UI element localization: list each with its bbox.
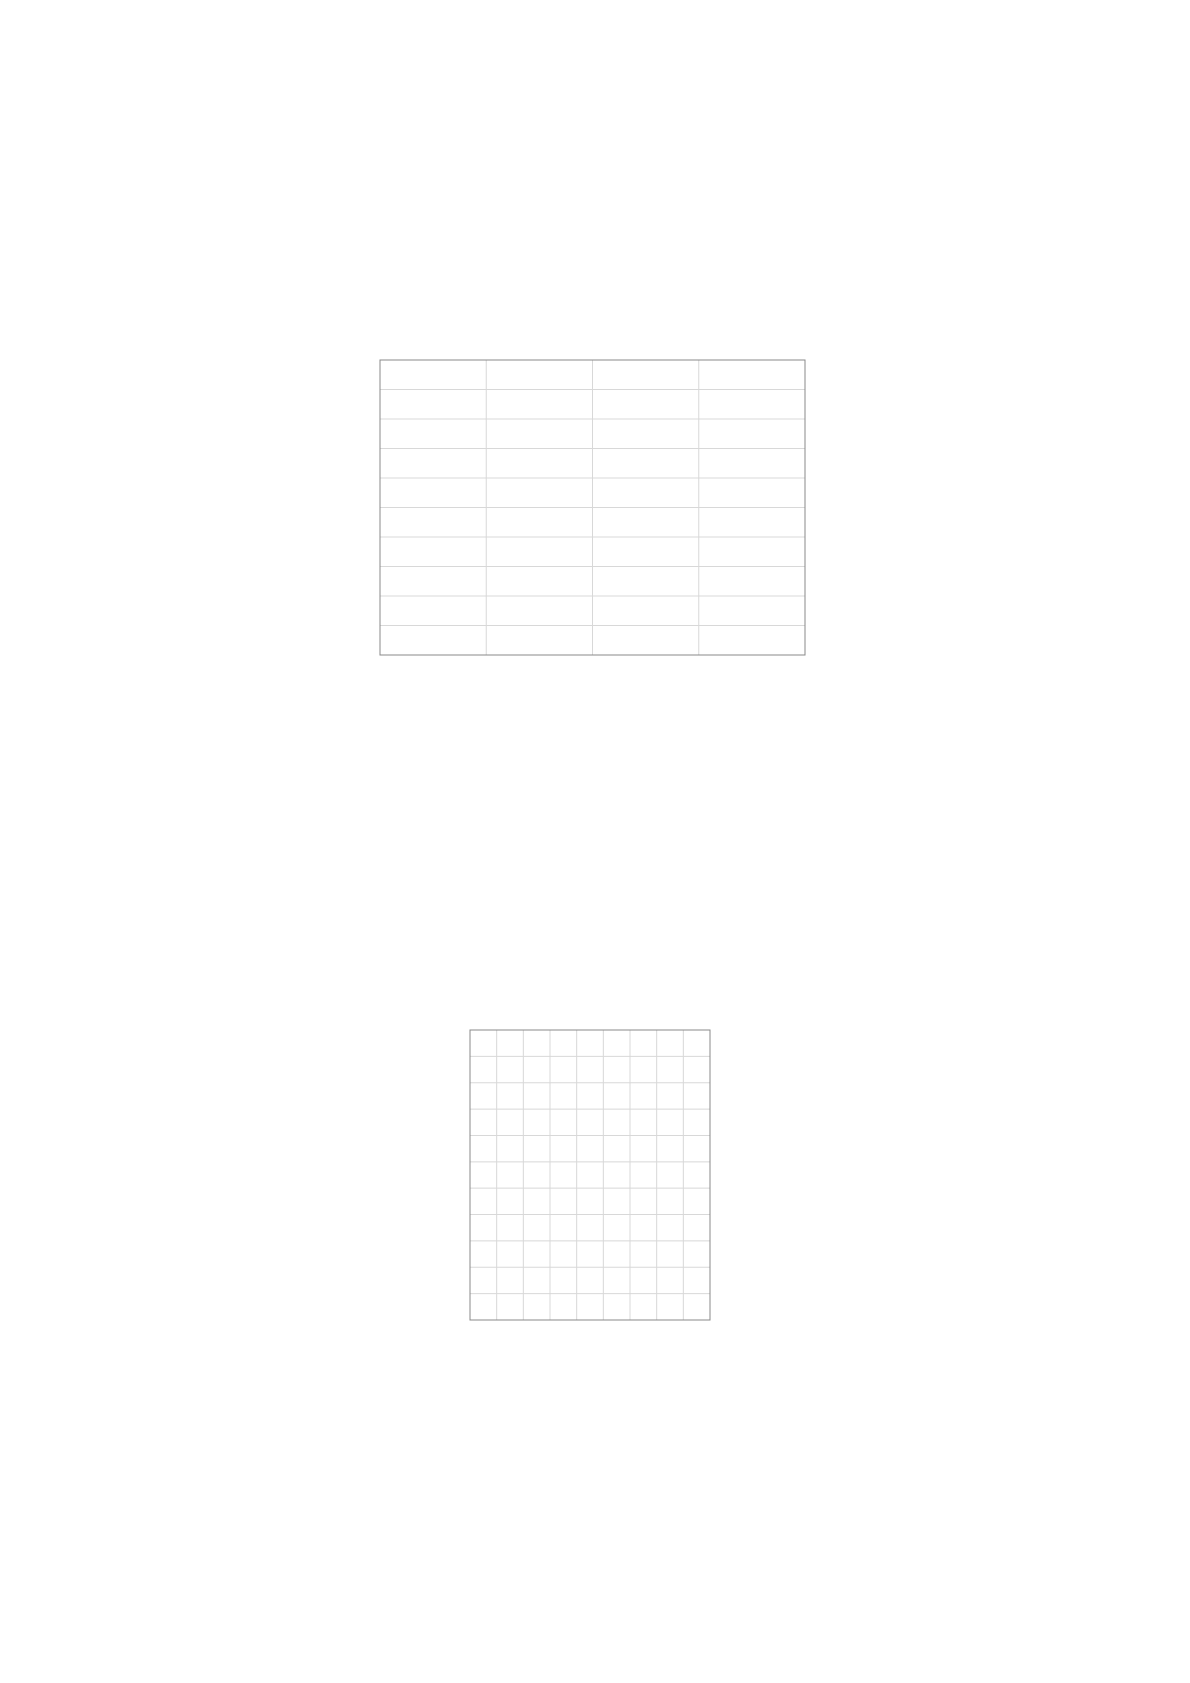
single-curve-chart: [410, 1000, 770, 1370]
multi-series-chart: [320, 345, 820, 705]
